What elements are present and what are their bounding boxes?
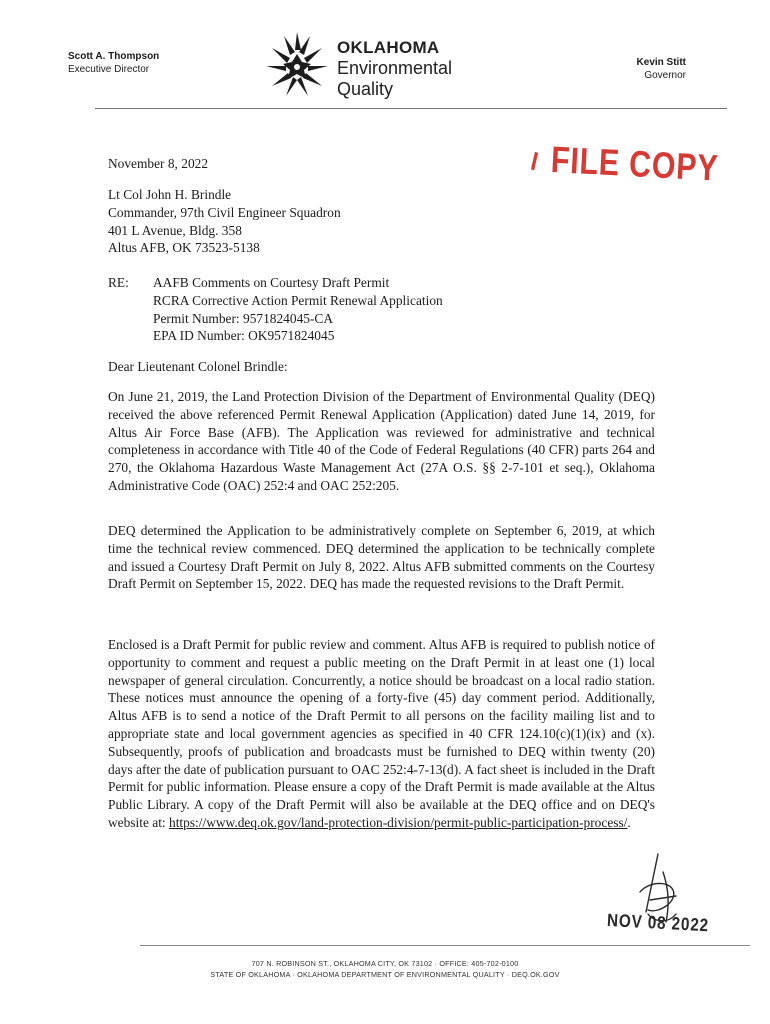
body-paragraph-2: DEQ determined the Application to be administratively complete on September 6, 2019, at which time the technical review commenced. DEQ determined the application to be technically complete and issued a Courtesy Draft Permit on July 8, 2022. Altus AFB submitted comments on the Courtesy Draft Permit on September 15, 2022. DEQ has made the requested revisions to the Draft Permit. bbox=[108, 523, 655, 592]
logo-line-environmental: Environmental bbox=[337, 58, 453, 78]
re-subject bbox=[153, 274, 443, 345]
re-line: EPA ID Number: OK9571824045 bbox=[153, 328, 335, 344]
recipient-address bbox=[108, 186, 341, 257]
header-divider bbox=[95, 108, 727, 109]
recipient-line: Commander, 97th Civil Engineer Squadron bbox=[108, 204, 341, 220]
logo-wordmark bbox=[337, 38, 452, 100]
recipient-line: Altus AFB, OK 73523-5138 bbox=[108, 240, 260, 256]
letter-date: November 8, 2022 bbox=[108, 156, 209, 171]
footer-divider bbox=[140, 945, 750, 946]
footer-address: 707 N. ROBINSON ST., OKLAHOMA CITY, OK 73102 · OFFICE: 405-702-0100 bbox=[251, 959, 519, 968]
deq-logo-icon bbox=[262, 28, 332, 100]
stamp-mark-icon bbox=[531, 152, 538, 170]
footer-agency: STATE OF OKLAHOMA · OKLAHOMA DEPARTMENT OF ENVIRONMENTAL QUALITY · DEQ.OK.GOV bbox=[210, 970, 560, 979]
logo-line-quality: Quality bbox=[337, 79, 394, 99]
salutation: Dear Lieutenant Colonel Brindle: bbox=[108, 359, 288, 374]
received-date-stamp: NOV 08 2022 bbox=[606, 910, 710, 936]
logo-line-oklahoma: OKLAHOMA bbox=[337, 38, 440, 57]
recipient-line: 401 L Avenue, Bldg. 358 bbox=[108, 222, 242, 238]
re-line: RCRA Corrective Action Permit Renewal Application bbox=[153, 292, 443, 308]
re-label: RE: bbox=[108, 275, 129, 290]
executive-director-name: Scott A. Thompson bbox=[68, 51, 160, 62]
header-governor-block bbox=[610, 56, 686, 82]
governor-name: Kevin Stitt bbox=[636, 57, 686, 68]
file-copy-stamp bbox=[532, 138, 720, 190]
re-line: AAFB Comments on Courtesy Draft Permit bbox=[153, 275, 390, 290]
re-line: Permit Number: 9571824045-CA bbox=[153, 310, 334, 326]
recipient-line: Lt Col John H. Brindle bbox=[108, 187, 232, 202]
body-paragraph-3: Enclosed is a Draft Permit for public review and comment. Altus AFB is required to publish notice of opportunity to comment and request a public meeting on the Draft Permit in at least one (1) local newspaper of general circulation. Concurrently, a notice should be broadcast on a local radio station. These notices must announce the opening of a forty-five (45) day comment period. Additionally, Altus AFB is to send a notice of the Draft Permit to all persons on the facility mailing list and to appropriate state and local government agencies as specified in 40 CFR 124.10(c)(1)(ix) and (x). Subsequently, proofs of publication and broadcasts must be furnished to DEQ within twenty (20) days after the date of publication pursuant to OAC 252:4-7-13(d). A fact sheet is included in the Draft Permit for public information. Please ensure a copy of the Draft Permit is made available at the Altus Public Library. A copy of the Draft Permit will also be available at the DEQ office and on DEQ's website at: https://www.deq.ok.gov/land-protection-division/permit-public-participation-process/. bbox=[108, 637, 655, 830]
body-paragraph-1: On June 21, 2019, the Land Protection Division of the Department of Environmental Quality (DEQ) received the above referenced Permit Renewal Application (Application) dated June 14, 2019, for Altus Air Force Base (AFB). The Application was reviewed for administrative and technical completeness in accordance with Title 40 of the Code of Federal Regulations (40 CFR) parts 264 and 270, the Oklahoma Hazardous Waste Management Act (27A O.S. §§ 2-7-101 et seq.), Oklahoma Administrative Code (OAC) 252:4 and OAC 252:205. bbox=[108, 389, 655, 493]
paragraph-3-text: Enclosed is a Draft Permit for public review and comment. Altus AFB is required to publish notice of opportunity to comment and request a public meeting on the Draft Permit in at least one (1) local newspaper of general circulation. Concurrently, a notice should be broadcast on a local radio station. These notices must announce the opening of a forty-five (45) day comment period. Additionally, Altus AFB is to send a notice of the Draft Permit to all persons on the facility mailing list and to appropriate state and local government agencies as specified in 40 CFR 124.10(c)(1)(ix) and (x). Subsequently, proofs of publication and broadcasts must be furnished to DEQ within twenty (20) days after the date of publication pursuant to OAC 252:4-7-13(d). A fact sheet is included in the Draft Permit for public information. Please ensure a copy of the Draft Permit is made available at the Altus Public Library. A copy of the Draft Permit will also be available at the DEQ office and on DEQ's website at: bbox=[108, 637, 655, 830]
governor-title: Governor bbox=[644, 70, 686, 81]
header-executive-block bbox=[68, 50, 159, 76]
executive-director-title: Executive Director bbox=[68, 64, 150, 75]
deq-website-link[interactable]: https://www.deq.ok.gov/land-protection-division/permit-public-participation-process/ bbox=[169, 814, 628, 830]
file-copy-text: FILE COPY bbox=[549, 138, 720, 189]
